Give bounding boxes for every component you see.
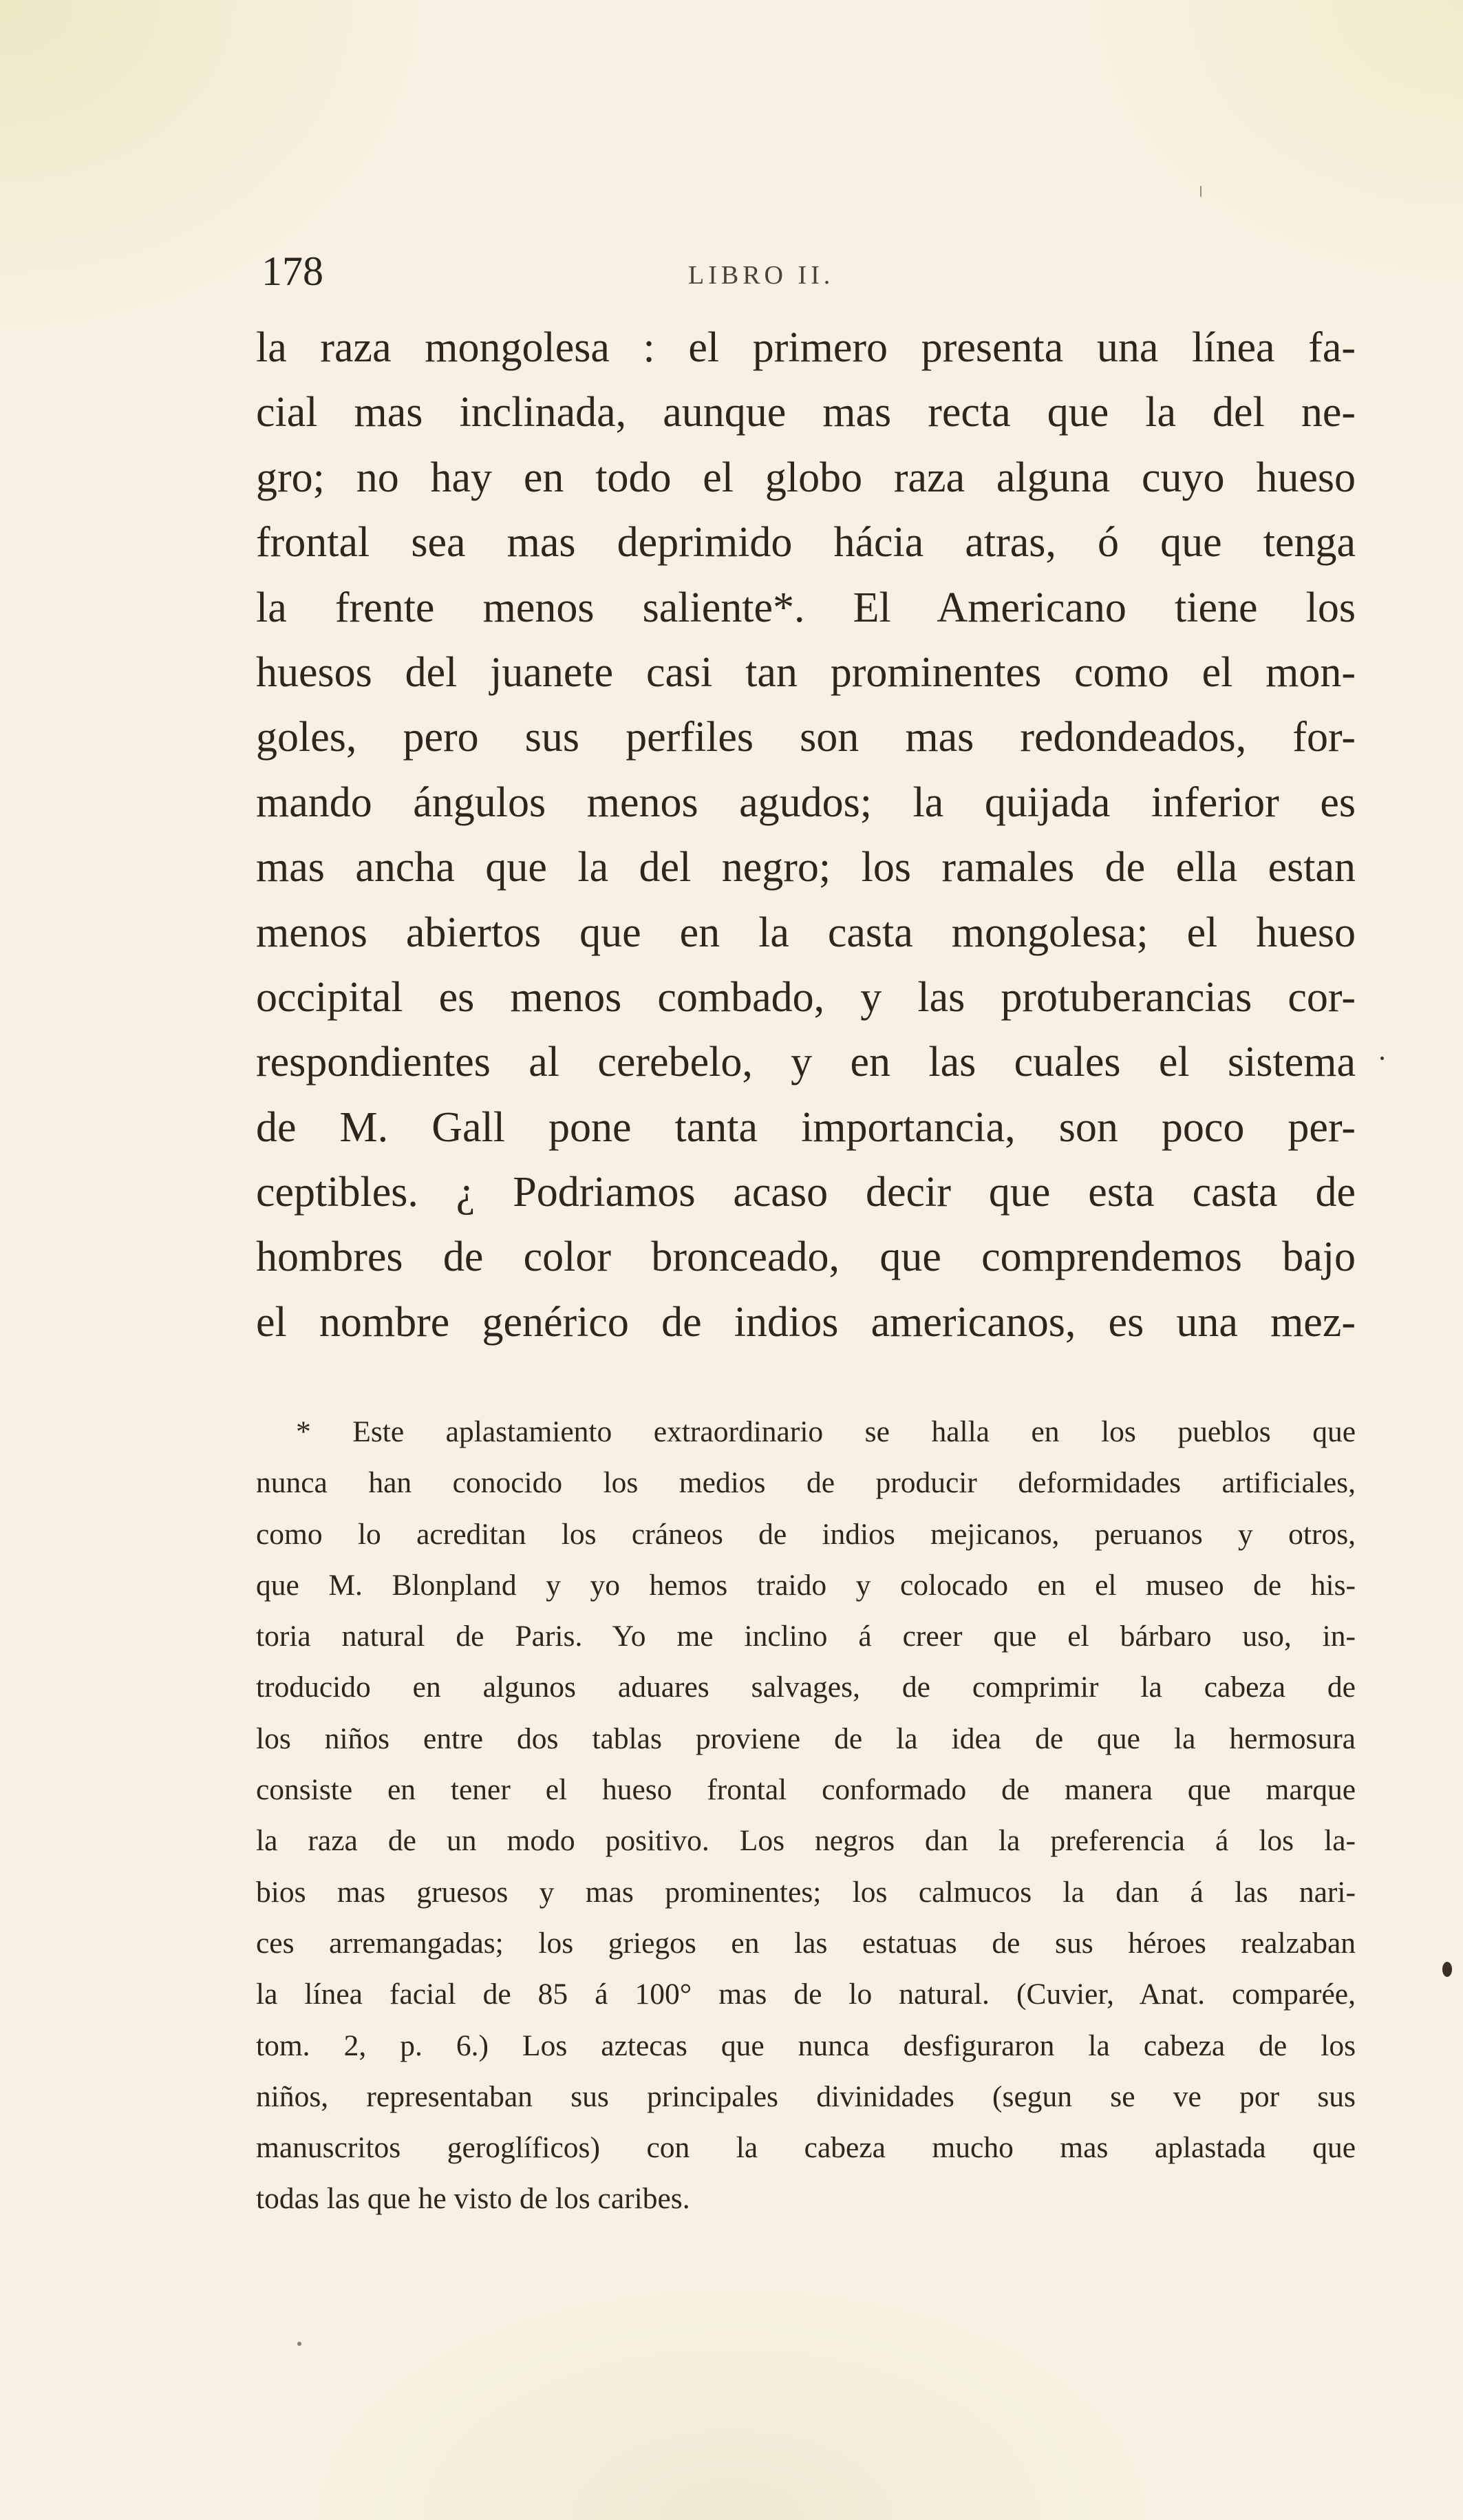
ink-speck — [1200, 186, 1202, 197]
footnote-line: los niños entre dos tablas proviene de la idea de que la hermosura — [256, 1722, 1356, 1755]
footnote-line: * Este aplastamiento extraordinario se halla en los pueblos que — [296, 1415, 1356, 1448]
ink-speck — [1442, 1962, 1452, 1977]
ink-speck — [1380, 1057, 1384, 1060]
text-line: mas ancha que la del negro; los ramales de ella estan — [256, 844, 1356, 891]
text-line: el nombre genérico de indios americanos, es una mez- — [256, 1298, 1356, 1346]
footnote-line: tom. 2, p. 6.) Los aztecas que nunca desfiguraron la cabeza de los — [256, 2029, 1356, 2062]
text-line: respondientes al cerebelo, y en las cuales el sistema — [256, 1039, 1356, 1086]
page-number: 178 — [261, 248, 323, 294]
text-line: frontal sea mas deprimido hácia atras, ó que tenga — [256, 519, 1356, 567]
footnote-line: la línea facial de 85 á 100° mas de lo natural. (Cuvier, Anat. comparée, — [256, 1978, 1356, 2011]
footnote-line: todas las que he visto de los caribes. — [256, 2182, 690, 2216]
footnote — [256, 1406, 1356, 2225]
text-line: huesos del juanete casi tan prominentes como el mon- — [256, 648, 1356, 696]
footnote-line: ces arremangadas; los griegos en las estatuas de sus héroes realzaban — [256, 1926, 1356, 1960]
text-line: la frente menos saliente*. El Americano tiene los — [256, 584, 1356, 631]
text-line: menos abiertos que en la casta mongolesa; el hueso — [256, 909, 1356, 956]
text-line: ceptibles. ¿ Podriamos acaso decir que esta casta de — [256, 1169, 1356, 1216]
text-line: gro; no hay en todo el globo raza alguna cuyo hueso — [256, 454, 1356, 501]
footnote-line: nunca han conocido los medios de producir deformidades artificiales, — [256, 1466, 1356, 1500]
text-line: goles, pero sus perfiles son mas redondeados, for- — [256, 714, 1356, 761]
main-text — [256, 315, 1356, 1355]
footnote-line: troducido en algunos aduares salvages, de comprimir la cabeza de — [256, 1671, 1356, 1704]
footnote-line: como lo acreditan los cráneos de indios mejicanos, peruanos y otros, — [256, 1517, 1356, 1551]
footnote-line: que M. Blonpland y yo hemos traido y colocado en el museo de his- — [256, 1568, 1356, 1602]
footnote-line: consiste en tener el hueso frontal conformado de manera que marque — [256, 1773, 1356, 1807]
text-line: mando ángulos menos agudos; la quijada inferior es — [256, 779, 1356, 826]
ink-speck — [297, 2342, 301, 2346]
page-header — [261, 248, 1363, 310]
text-line: de M. Gall pone tanta importancia, son poco per- — [256, 1103, 1356, 1151]
footnote-line: manuscritos geroglíficos) con la cabeza mucho mas aplastada que — [256, 2131, 1356, 2165]
text-line: la raza mongolesa : el primero presenta una línea fa- — [256, 324, 1356, 371]
text-line: occipital es menos combado, y las protuberancias cor- — [256, 973, 1356, 1021]
footnote-line: niños, representaban sus principales divinidades (segun se ve por sus — [256, 2079, 1356, 2113]
footnote-line: la raza de un modo positivo. Los negros dan la preferencia á los la- — [256, 1824, 1356, 1858]
footnote-line: bios mas gruesos y mas prominentes; los calmucos la dan á las nari- — [256, 1875, 1356, 1909]
running-head: LIBRO II. — [688, 261, 835, 290]
text-line: cial mas inclinada, aunque mas recta que la del ne- — [256, 389, 1356, 436]
text-line: hombres de color bronceado, que comprendemos bajo — [256, 1233, 1356, 1281]
footnote-line: toria natural de Paris. Yo me inclino á creer que el bárbaro uso, in- — [256, 1620, 1356, 1653]
